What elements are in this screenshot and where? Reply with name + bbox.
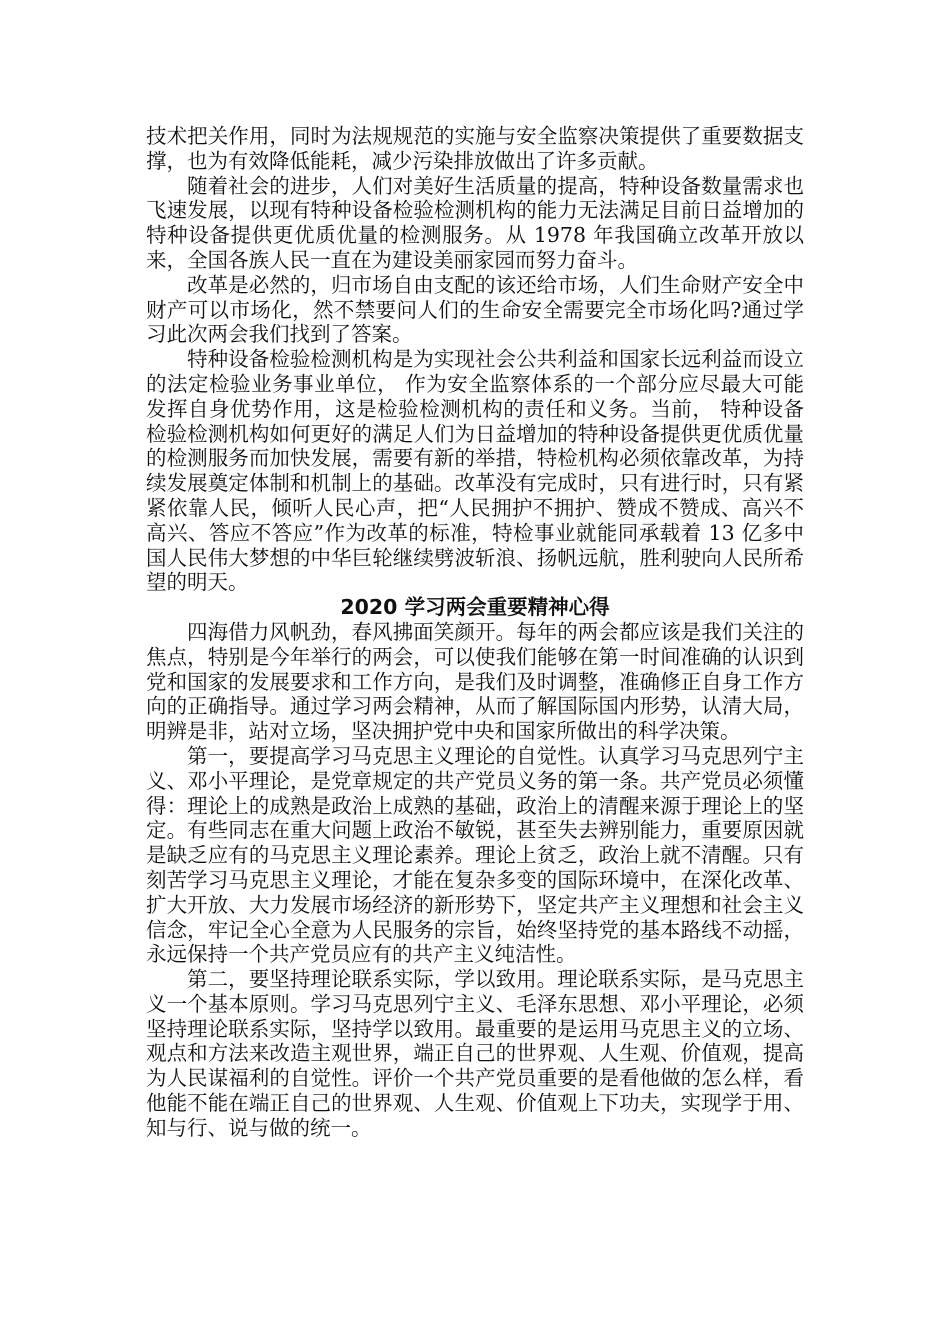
paragraph-5: 四海借力风帆劲，春风拂面笑颜开。每年的两会都应该是我们关注的焦点，特别是今年举行的两会，可以使我们能够在第一时间准确的认识到党和国家的发展要求和工作方向，是我们及时调整，准确修正自身工作方向的正确指导。通过学习两会精神，从而了解国际国内形势，认清大局，明辨是非，站对立场，坚决拥护党中央和国家所做出的科学决策。 xyxy=(146,619,804,744)
section-heading: 2020 学习两会重要精神心得 xyxy=(340,595,610,620)
paragraph-2: 随着社会的进步，人们对美好生活质量的提高，特种设备数量需求也飞速发展，以现有特种设备检验检测机构的能力无法满足目前日益增加的特种设备提供更优质优量的检测服务。从 1978 年我国确立改革开放以来，全国各族人民一直在为建设美丽家园而努力奋斗。 xyxy=(146,173,804,272)
paragraph-7: 第二，要坚持理论联系实际，学以致用。理论联系实际，是马克思主义一个基本原则。学习马克思列宁主义、毛泽东思想、邓小平理论，必须坚持理论联系实际，坚持学以致用。最重要的是运用马克思主义的立场、观点和方法来改造主观世界，端正自己的世界观、人生观、价值观，提高为人民谋福利的自觉性。评价一个共产党员重要的是看他做的怎么样，看他能不能在端正自己的世界观、人生观、价值观上下功夫，实现学于用、知与行、说与做的统一。 xyxy=(146,967,804,1140)
paragraph-3: 改革是必然的，归市场自由支配的该还给市场，人们生命财产安全中财产可以市场化，然不禁要问人们的生命安全需要完全市场化吗?通过学习此次两会我们找到了答案。 xyxy=(146,272,804,347)
paragraph-1: 技术把关作用，同时为法规规范的实施与安全监察决策提供了重要数据支撑，也为有效降低能耗，减少污染排放做出了许多贡献。 xyxy=(146,124,804,173)
paragraph-6: 第一，要提高学习马克思主义理论的自觉性。认真学习马克思列宁主义、邓小平理论，是党章规定的共产党员义务的第一条。共产党员必须懂得：理论上的成熟是政治上成熟的基础，政治上的清醒来源于理论上的坚定。有些同志在重大问题上政治不敏锐，甚至失去辨别能力，重要原因就是缺乏应有的马克思主义理论素养。理论上贫乏，政治上就不清醒。只有刻苦学习马克思主义理论，才能在复杂多变的国际环境中，在深化改革、扩大开放、大力发展市场经济的新形势下，坚定共产主义理想和社会主义信念，牢记全心全意为人民服务的宗旨，始终坚持党的基本路线不动摇，永远保持一个共产党员应有的共产主义纯洁性。 xyxy=(146,743,804,967)
document-page xyxy=(146,124,804,1141)
paragraph-4: 特种设备检验检测机构是为实现社会公共利益和国家长远利益而设立的法定检验业务事业单位， 作为安全监察体系的一个部分应尽最大可能发挥自身优势作用，这是检验检测机构的责任和义务。当前， 特种设备检验检测机构如何更好的满足人们为日益增加的特种设备提供更优质优量的检测服务而加快发展，需要有新的举措，特检机构必须依靠改革，为持续发展奠定体制和机制上的基础。改革没有完成时，只有进行时，只有紧紧依靠人民，倾听人民心声，把“人民拥护不拥护、赞成不赞成、高兴不高兴、答应不答应”作为改革的标准，特检事业就能同承载着 13 亿多中国人民伟大梦想的中华巨轮继续劈波斩浪、扬帆远航，胜利驶向人民所希望的明天。 xyxy=(146,347,804,595)
